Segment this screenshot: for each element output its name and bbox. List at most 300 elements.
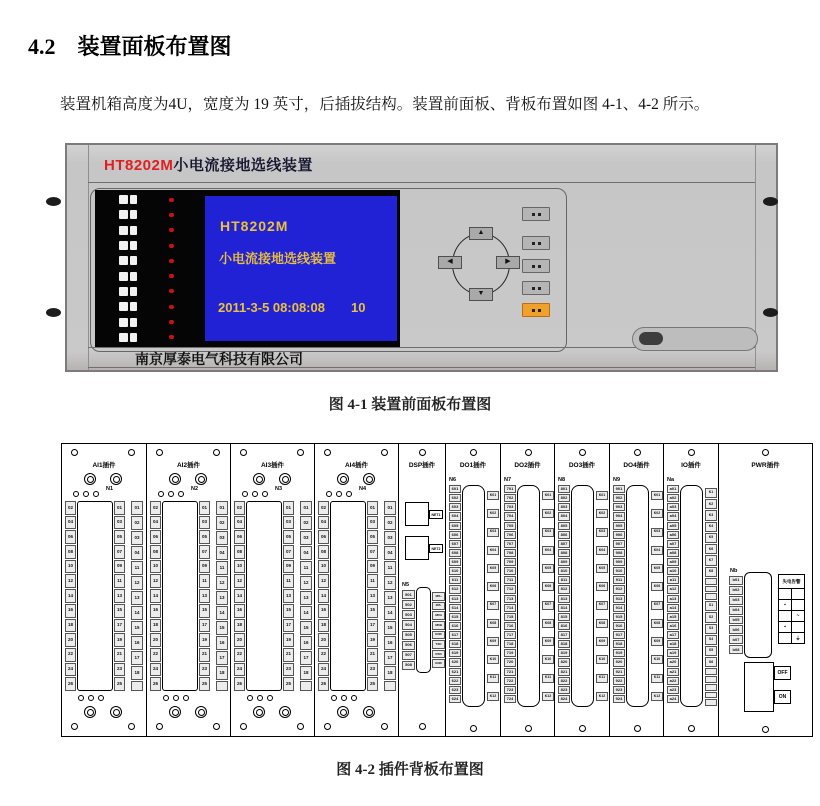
led-indicator [169, 305, 174, 309]
terminal-cell: 802 [558, 494, 570, 502]
screw-hole [267, 695, 273, 701]
terminal-cell: 16 [300, 636, 312, 650]
screw-hole [688, 449, 695, 456]
terminal-cell: K01 [487, 491, 499, 500]
terminal-cell: 09 [283, 560, 294, 574]
terminal-cell: 918 [613, 640, 625, 648]
relay-column [542, 491, 554, 701]
terminal-cell: 614 [449, 604, 461, 612]
terminal-cell: 02 [234, 501, 245, 515]
terminal-cell [216, 681, 228, 691]
terminal-cell: 22 [65, 648, 76, 662]
terminal-cell: 616 [449, 622, 461, 630]
screw-hole [156, 723, 163, 730]
card-do2 [500, 444, 554, 736]
indicator-label-glyph [130, 333, 137, 342]
terminal-cell: a18 [667, 640, 679, 648]
terminal-cell: 13 [131, 591, 143, 605]
connector-socket [337, 473, 349, 485]
terminal-cell: 917 [613, 631, 625, 639]
terminal-column-aux [131, 501, 143, 691]
terminal-cell: 03 [216, 531, 228, 545]
terminal-cell: 621 [449, 668, 461, 676]
terminal-cell: 618 [449, 640, 461, 648]
connector-body [77, 501, 113, 691]
indicator-label-glyph [130, 256, 137, 265]
terminal-cell [705, 676, 717, 683]
terminal-cell: a23 [667, 686, 679, 694]
indicator-row [97, 194, 197, 205]
terminal-cell: K04 [651, 546, 663, 555]
terminal-cell: 623 [449, 686, 461, 694]
terminal-cell: 807 [558, 540, 570, 548]
terminal-cell: K08 [487, 619, 499, 628]
terminal-cell: 06 [234, 530, 245, 544]
terminal-cell: 806 [558, 531, 570, 539]
terminal-column [402, 590, 415, 670]
terminal-cell: S2 [705, 612, 717, 622]
led-indicator [169, 259, 174, 263]
terminal-cell: 25 [283, 677, 294, 691]
ethernet-port [405, 502, 429, 526]
front-panel-figure [44, 143, 780, 373]
terminal-cell: K8 [705, 567, 717, 577]
terminal-cell: a08 [667, 549, 679, 557]
terminal-column-aux [384, 501, 396, 691]
device-model: HT8202M [104, 157, 174, 174]
terminal-column-even [318, 501, 329, 691]
terminal-cell: 11 [216, 561, 228, 575]
terminal-cell: 11 [131, 561, 143, 575]
connector-body [680, 485, 703, 707]
terminal-cell: K02 [596, 509, 608, 518]
terminal-cell: K10 [596, 655, 608, 664]
terminal-cell: 10 [318, 560, 329, 574]
screw-hole [240, 449, 247, 456]
screw-hole [83, 491, 89, 497]
lcd-page-number: 10 [350, 300, 366, 315]
screw-hole [419, 449, 426, 456]
screw-hole [93, 491, 99, 497]
terminal-cell: 01 [216, 501, 228, 515]
terminal-cell: 23 [283, 663, 294, 677]
figure1-caption: 图 4-1 装置前面板布置图 [328, 397, 492, 413]
terminal-cell: K02 [487, 509, 499, 518]
terminal-column [613, 485, 625, 703]
figure2-caption: 图 4-2 插件背板布置图 [336, 762, 484, 778]
terminal-cell: 485+ [432, 592, 445, 601]
terminal-cell: a01 [667, 485, 679, 493]
screw-hole [156, 449, 163, 456]
terminal-cell: 922 [613, 677, 625, 685]
terminal-cell: a02 [667, 494, 679, 502]
terminal-cell: a12 [667, 585, 679, 593]
button-glyph [538, 265, 541, 268]
lcd-line-datetime [218, 300, 365, 315]
terminal-cell: b06 [729, 625, 743, 634]
terminal-cell: 11 [283, 574, 294, 588]
terminal-cell: 706 [504, 531, 516, 539]
terminal-cell: a22 [667, 677, 679, 685]
terminal-cell: 11 [384, 561, 396, 575]
card-title: AI2插件 [176, 462, 201, 469]
terminal-column-even [150, 501, 161, 691]
screw-hole [634, 725, 641, 732]
screw-hole [78, 695, 84, 701]
terminal-cell: 15 [131, 621, 143, 635]
terminal-cell: K08 [542, 619, 554, 628]
mounting-hole [46, 197, 61, 206]
terminal-cell: 624 [449, 695, 461, 703]
terminal-cell: 09 [367, 560, 378, 574]
terminal-cell: 910 [613, 567, 625, 575]
terminal-cell: 609 [449, 558, 461, 566]
card-title: AI3插件 [260, 462, 285, 469]
terminal-cell: 13 [384, 591, 396, 605]
terminal-cell: 21 [283, 648, 294, 662]
connector-socket [195, 473, 207, 485]
terminal-cell: K06 [487, 582, 499, 591]
button-glyph [538, 309, 541, 312]
screw-hole [525, 449, 532, 456]
terminal-column [504, 485, 516, 703]
terminal-cell: 703 [504, 503, 516, 511]
terminal-cell: 11 [199, 574, 210, 588]
terminal-column-aux [216, 501, 228, 691]
terminal-cell: 601 [449, 485, 461, 493]
terminal-cell: S6 [705, 657, 717, 667]
alarm-cell [792, 622, 805, 633]
terminal-cell: 17 [216, 651, 228, 665]
card-title: DO4插件 [623, 462, 650, 469]
terminal-cell: 16 [318, 604, 329, 618]
terminal-cell: 12 [234, 574, 245, 588]
terminal-cell: 504 [402, 620, 415, 629]
led-indicator [169, 228, 174, 232]
connector-body [416, 587, 431, 673]
screw-hole [324, 449, 331, 456]
terminal-cell: 819 [558, 649, 570, 657]
card-title: DSP插件 [408, 462, 436, 469]
terminal-cell: 22 [318, 648, 329, 662]
terminal-cell: 26 [150, 677, 161, 691]
screw-hole [634, 449, 641, 456]
terminal-cell: 02 [216, 516, 228, 530]
terminal-cell: 801 [558, 485, 570, 493]
indicator-row [97, 301, 197, 312]
mounting-hole [763, 308, 778, 317]
terminal-cell: 611 [449, 576, 461, 584]
connector-body [517, 485, 540, 707]
terminal-cell: a15 [667, 613, 679, 621]
screw-hole [98, 695, 104, 701]
terminal-cell: 485- [432, 602, 445, 611]
lcd-datetime: 2011-3-5 08:08:08 [218, 300, 325, 315]
terminal-column [667, 485, 679, 703]
screw-hole [240, 723, 247, 730]
mounting-hole [763, 197, 778, 206]
terminal-cell: 19 [283, 633, 294, 647]
terminal-cell: 01 [300, 501, 312, 515]
terminal-cell: 506 [402, 641, 415, 650]
terminal-cell: 15 [283, 604, 294, 618]
connector-label: N3 [275, 486, 283, 492]
alarm-cell: ▪ [778, 600, 792, 611]
indicator-label-glyph [119, 333, 128, 342]
terminal-cell: 710 [504, 567, 516, 575]
indicator-label-glyph [130, 272, 137, 281]
terminal-cell: b04 [729, 606, 743, 615]
terminal-cell: 822 [558, 677, 570, 685]
indicator-row [97, 255, 197, 266]
terminal-cell: 13 [199, 589, 210, 603]
card-ai3 [230, 444, 314, 736]
screw-hole [419, 723, 426, 730]
terminal-cell: 20 [318, 633, 329, 647]
terminal-cell: K05 [487, 564, 499, 573]
screw-hole [470, 449, 477, 456]
terminal-cell: b05 [729, 616, 743, 625]
terminal-cell: 709 [504, 558, 516, 566]
connector-socket [84, 706, 96, 718]
connector-socket [169, 706, 181, 718]
terminal-cell: 17 [114, 619, 125, 633]
terminal-cell: 15 [114, 604, 125, 618]
card-title: AI4插件 [344, 462, 369, 469]
connector-socket [363, 473, 375, 485]
terminal-cell: 722 [504, 677, 516, 685]
terminal-cell: 16 [65, 604, 76, 618]
terminal-cell: 14 [150, 589, 161, 603]
terminal-cell: 21 [367, 648, 378, 662]
terminal-cell: 816 [558, 622, 570, 630]
terminal-cell: a11 [667, 576, 679, 584]
terminal-cell: 17 [367, 619, 378, 633]
terminal-cell: 07 [199, 545, 210, 559]
terminal-cell: 24 [318, 663, 329, 677]
function-button [522, 259, 550, 273]
screw-hole [128, 449, 135, 456]
terminal-cell: K05 [542, 564, 554, 573]
indicator-row [97, 209, 197, 220]
terminal-cell: S3 [705, 624, 717, 634]
terminal-cell: b07 [729, 635, 743, 644]
terminal-cell: 17 [131, 651, 143, 665]
terminal-cell: 06 [65, 530, 76, 544]
connector-label: N1 [106, 486, 114, 492]
connector-label: N8 [558, 477, 566, 483]
terminal-cell: K01 [596, 491, 608, 500]
footer-divider [88, 367, 755, 368]
terminal-cell: 05 [199, 530, 210, 544]
terminal-cell: 715 [504, 613, 516, 621]
alarm-table-row [778, 611, 805, 622]
terminal-cell: 18 [318, 619, 329, 633]
terminal-cell: 23 [199, 663, 210, 677]
terminal-cell: 907 [613, 540, 625, 548]
led-indicator [169, 335, 174, 339]
indicator-row [97, 271, 197, 282]
terminal-cell: TXD [432, 640, 445, 649]
terminal-cell: 909 [613, 558, 625, 566]
front-panel-header [104, 154, 313, 175]
screw-hole [381, 449, 388, 456]
screw-hole [525, 725, 532, 732]
terminal-cell: 718 [504, 640, 516, 648]
terminal-cell: a04 [667, 512, 679, 520]
indicator-label-glyph [130, 287, 137, 296]
terminal-cell: GND [432, 631, 445, 640]
screw-hole [73, 491, 79, 497]
terminal-cell: 18 [300, 666, 312, 680]
terminal-cell [300, 681, 312, 691]
terminal-cell: K03 [651, 528, 663, 537]
terminal-cell: 13 [216, 591, 228, 605]
terminal-cell: 705 [504, 522, 516, 530]
terminal-cell: K11 [651, 674, 663, 683]
terminal-cell: 605 [449, 522, 461, 530]
terminal-cell: 712 [504, 585, 516, 593]
screw-hole [213, 449, 220, 456]
connector-body [330, 501, 366, 691]
terminal-cell: GND [432, 659, 445, 668]
terminal-cell: 14 [384, 606, 396, 620]
card-do3 [554, 444, 609, 736]
connector-label: Na [667, 477, 675, 483]
terminal-cell: K09 [487, 637, 499, 646]
connector-body [744, 572, 772, 658]
terminal-cell: 03 [367, 516, 378, 530]
indicator-label-glyph [119, 241, 128, 250]
port-label: NET2 [429, 544, 443, 553]
alarm-cell: ▪ [778, 622, 792, 633]
indicator-row [97, 225, 197, 236]
terminal-cell: 06 [318, 530, 329, 544]
card-title: DO3插件 [568, 462, 596, 469]
indicator-strip [97, 192, 197, 345]
screw-hole [336, 491, 342, 497]
terminal-cell: 10 [150, 560, 161, 574]
terminal-cell: 02 [65, 501, 76, 515]
terminal-cell: K09 [542, 637, 554, 646]
terminal-cell: 19 [199, 633, 210, 647]
terminal-cell: 906 [613, 531, 625, 539]
terminal-cell: 707 [504, 540, 516, 548]
terminal-cell: 05 [283, 530, 294, 544]
screw-hole [762, 449, 769, 456]
rack-ear-line [88, 145, 89, 370]
port-label: NET1 [429, 510, 443, 519]
terminal-cell: 16 [384, 636, 396, 650]
terminal-cell: 905 [613, 522, 625, 530]
terminal-cell: 16 [131, 636, 143, 650]
terminal-cell: 20 [150, 633, 161, 647]
connector-label: N9 [613, 477, 621, 483]
terminal-cell: 912 [613, 585, 625, 593]
dpad-down-button: ▼ [469, 288, 493, 301]
terminal-cell: a05 [667, 522, 679, 530]
terminal-cell: 803 [558, 503, 570, 511]
terminal-cell [705, 699, 717, 706]
terminal-cell: 915 [613, 613, 625, 621]
terminal-cell: K7 [705, 555, 717, 565]
terminal-cell: 902 [613, 494, 625, 502]
terminal-cell: 03 [131, 531, 143, 545]
screw-hole [579, 449, 586, 456]
terminal-cell: 02 [300, 516, 312, 530]
screw-hole [247, 695, 253, 701]
terminal-cell: 13 [114, 589, 125, 603]
terminal-cell: 03 [199, 516, 210, 530]
terminal-cell: 17 [199, 619, 210, 633]
alarm-table-row [778, 622, 805, 633]
terminal-cell: a09 [667, 558, 679, 566]
terminal-cell: K07 [651, 601, 663, 610]
terminal-cell: 23 [114, 663, 125, 677]
terminal-cell: 20 [65, 633, 76, 647]
terminal-cell [384, 681, 396, 691]
terminal-column-aux [300, 501, 312, 691]
terminal-cell: 12 [65, 574, 76, 588]
screw-hole [242, 491, 248, 497]
terminal-cell: 19 [114, 633, 125, 647]
button-glyph [532, 265, 535, 268]
card-title: DO1插件 [459, 462, 487, 469]
terminal-cell: 24 [65, 663, 76, 677]
indicator-label-glyph [119, 226, 128, 235]
terminal-cell: 01 [199, 501, 210, 515]
terminal-cell: 904 [613, 512, 625, 520]
terminal-cell: 501 [402, 590, 415, 599]
button-glyph [538, 242, 541, 245]
card-title: PWR插件 [751, 462, 780, 469]
terminal-cell: 811 [558, 576, 570, 584]
terminal-cell: 711 [504, 576, 516, 584]
screw-hole [178, 491, 184, 497]
terminal-cell: 07 [367, 545, 378, 559]
terminal-cell: K02 [542, 509, 554, 518]
terminal-cell: 01 [131, 501, 143, 515]
connector-body [626, 485, 649, 707]
lcd-line-name: 小电流接地选线装置 [219, 251, 337, 266]
terminal-cell: 916 [613, 622, 625, 630]
terminal-cell: 02 [318, 501, 329, 515]
alarm-cell: ⏚ [792, 633, 805, 644]
terminal-cell: K04 [596, 546, 608, 555]
led-indicator [169, 244, 174, 248]
connector-label: N7 [504, 477, 512, 483]
screw-hole [71, 723, 78, 730]
terminal-column-comm [432, 592, 445, 668]
terminal-column [558, 485, 570, 703]
indicator-row [97, 240, 197, 251]
terminal-cell: 04 [300, 546, 312, 560]
terminal-cell: 723 [504, 686, 516, 694]
terminal-cell: 602 [449, 494, 461, 502]
terminal-cell: 14 [318, 589, 329, 603]
terminal-cell: a19 [667, 649, 679, 657]
indicator-label-glyph [130, 302, 137, 311]
indicator-label-glyph [119, 195, 128, 204]
alarm-cell [792, 600, 805, 611]
panel-handle [632, 327, 758, 351]
terminal-cell: 823 [558, 686, 570, 694]
terminal-cell: 12 [216, 576, 228, 590]
terminal-cell: K09 [596, 637, 608, 646]
terminal-cell: a16 [667, 622, 679, 630]
button-glyph [532, 287, 535, 290]
terminal-cell: 03 [300, 531, 312, 545]
